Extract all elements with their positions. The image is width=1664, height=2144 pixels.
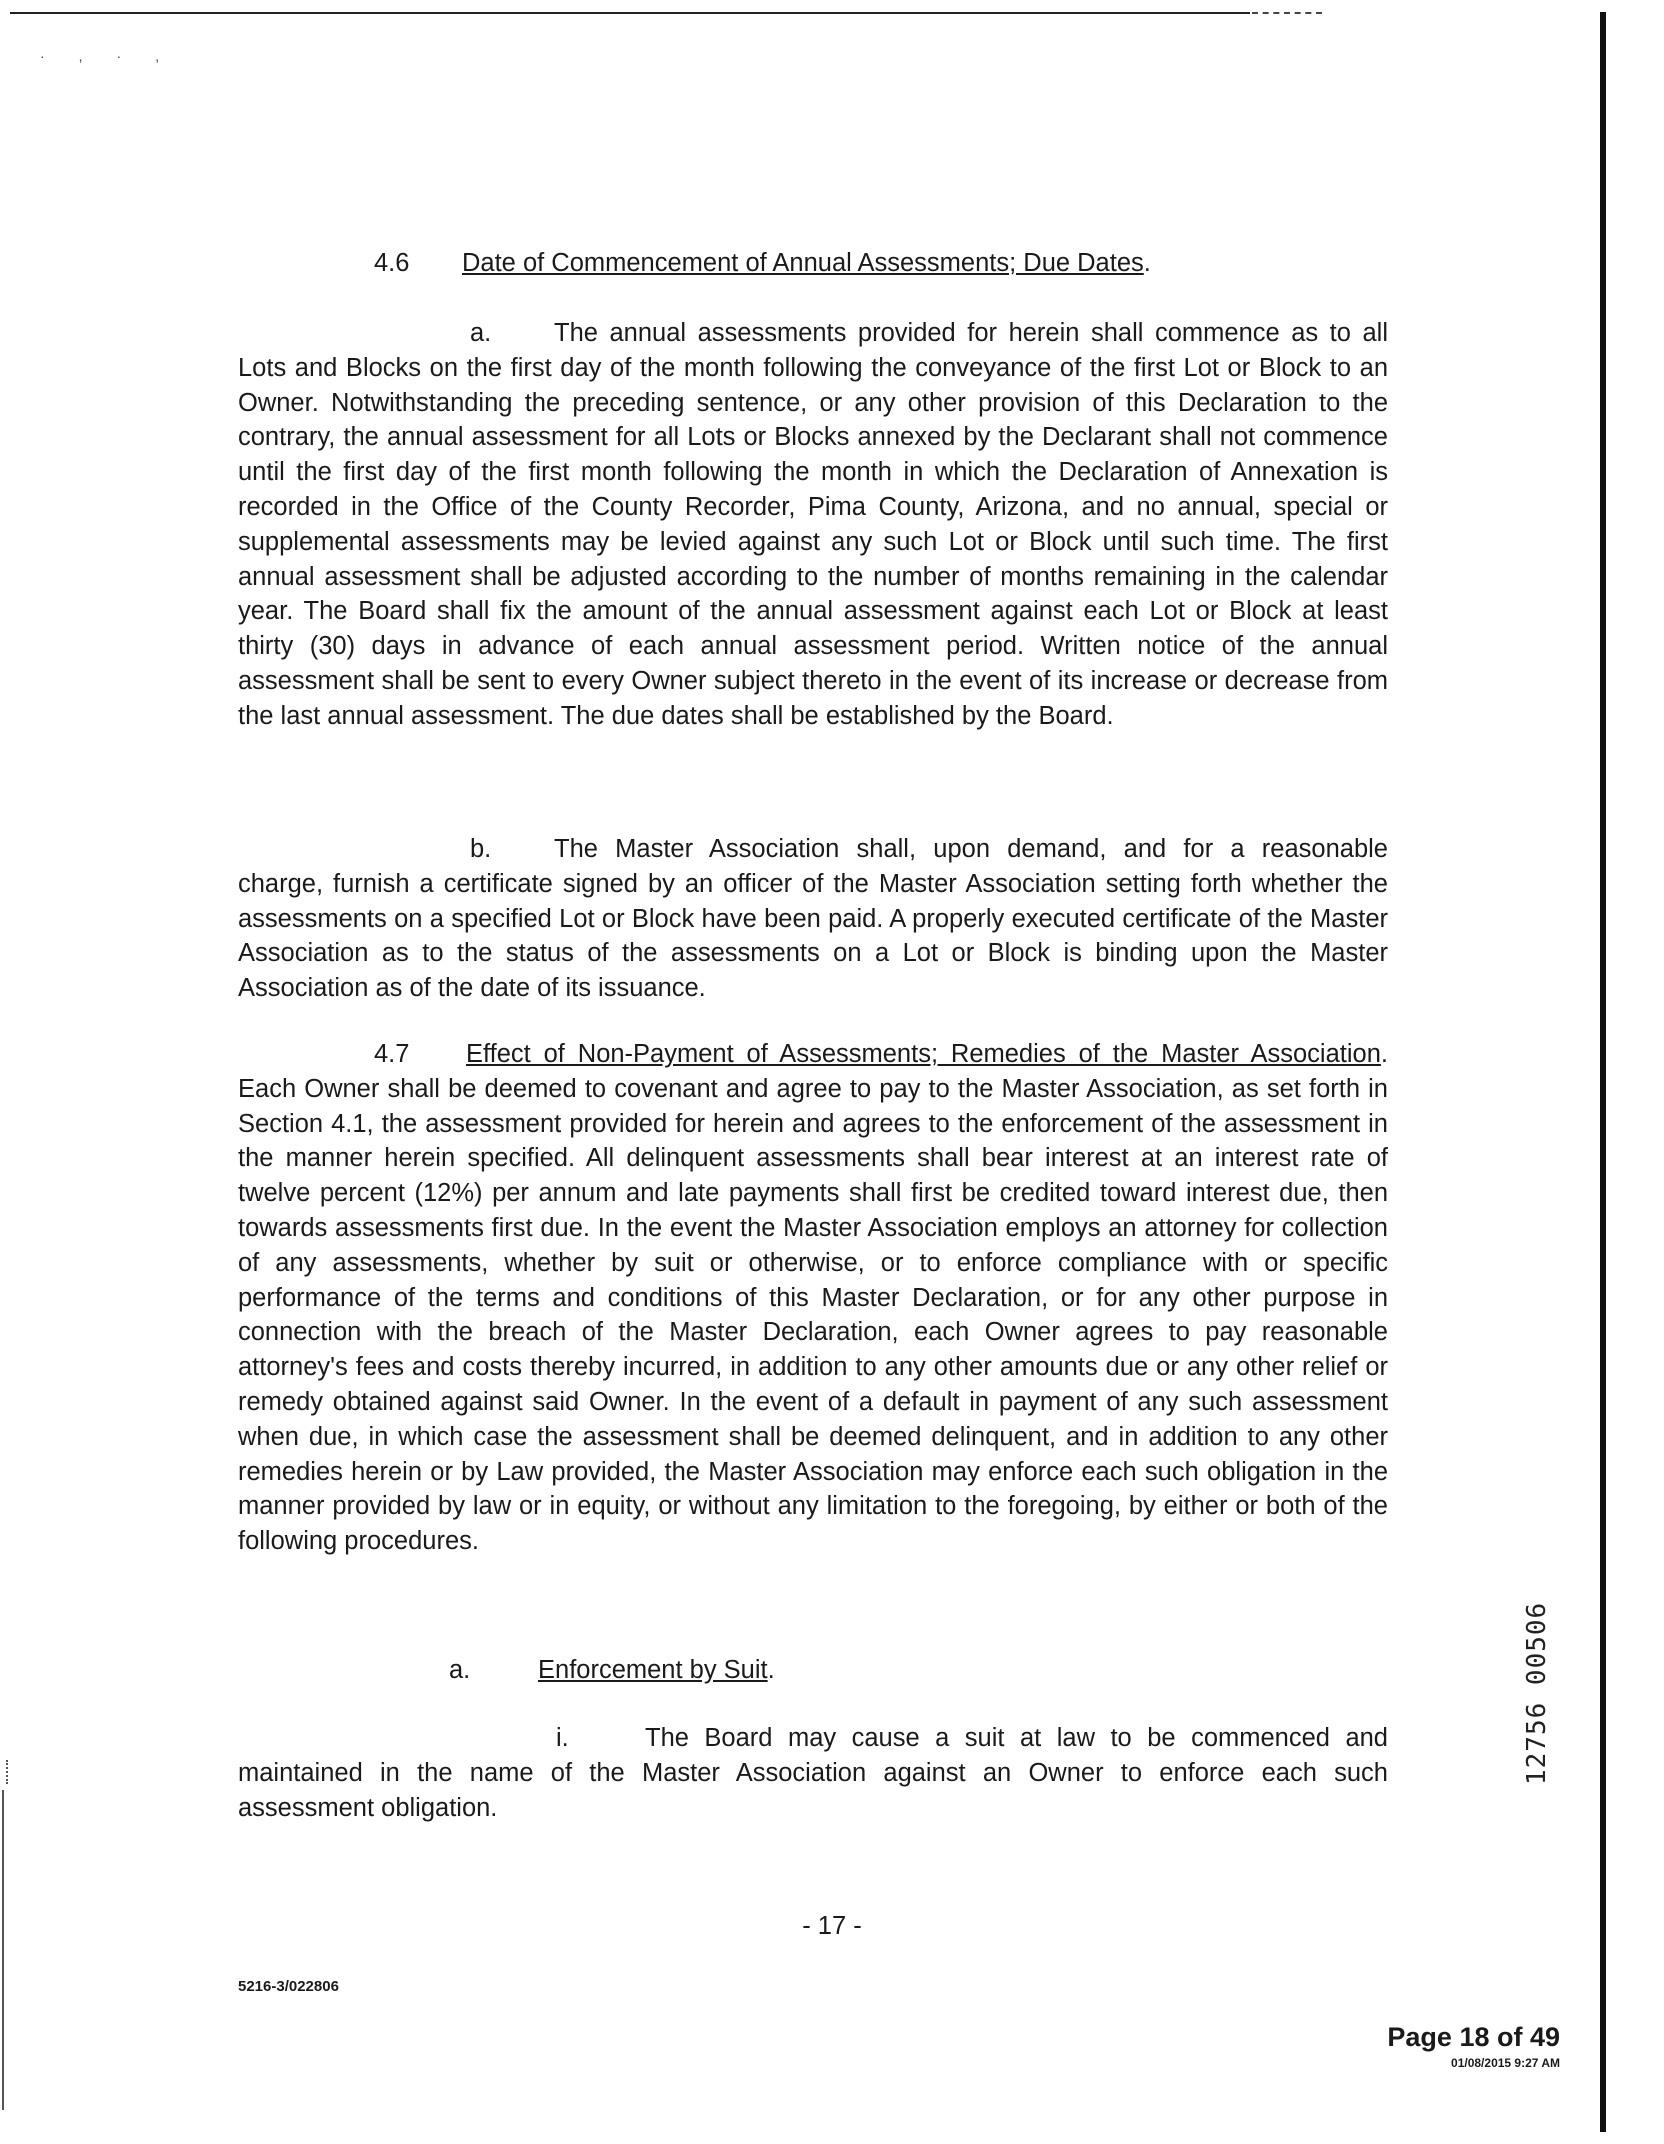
para-b-text: The Master Association shall, upon demand, and for a reasonable charge, furnish a certificate signed by an officer of the Master Association setting forth whether the assessments on a specified Lot or Block have been paid. A properly executed certificate of the Master Association as to the status of the assessments on a Lot or Block is binding upon the Master Association as of the date of its issuance. [238,835,1388,1003]
para-a-text: The annual assessments provided for herein shall commence as to all Lots and Blocks on the first day of the month following the conveyance of the first Lot or Block to an Owner. Notwithstanding the preceding sentence, or any other provision of this Declaration to the contrary, the annual assessment for all Lots or Blocks annexed by the Declarant shall not commence until the first day of the first month following the month in which the Declaration of Annexation is recorded in the Office of the County Recorder, Pima County, Arizona, and no annual, special or supplemental assessments may be levied against any such Lot or Block until such time. The first annual assessment shall be adjusted according to the number of months remaining in the calendar year. The Board shall fix the amount of the annual assessment against each Lot or Block at least thirty (30) days in advance of each annual assessment period. Written notice of the annual assessment shall be sent to every Owner subject thereto in the event of its increase or decrease from the last annual assessment. The due dates shall be established by the Board. [238,319,1388,730]
section-4-6-title: Date of Commencement of Annual Assessments; Due Dates [462,249,1144,277]
scan-edge-left [2,1790,4,2110]
section-4-6-number: 4.6 [374,249,410,277]
sub-i-text: The Board may cause a suit at law to be commenced and maintained in the name of the Master Association against an Owner to enforce each such assessment obligation. [238,1724,1388,1822]
sub-a-title: Enforcement by Suit [538,1656,768,1684]
section-4-7-sub-a [238,1653,1388,1688]
scan-edge-right [1600,12,1606,2132]
page-number: - 17 - [802,1912,862,1940]
section-4-7-text: . Each Owner shall be deemed to covenant and agree to pay to the Master Association, as set forth in Section 4.1, the assessment provided for herein and agrees to the enforcement of the assessment in the manner herein specified. All delinquent assessments shall bear interest at an interest rate of twelve percent (12%) per annum and late payments shall first be credited toward interest due, then towards assessments first due. In the event the Master Association employs an attorney for collection of any assessments, whether by suit or otherwise, or to enforce compliance with or specific performance of the terms and conditions of this Master Declaration, or for any other purpose in connection with the breach of the Master Declaration, each Owner agrees to pay reasonable attorney's fees and costs thereby incurred, in addition to any other amounts due or any other relief or remedy obtained against said Owner. In the event of a default in payment of any such assessment when due, in which case the assessment shall be deemed delinquent, and in addition to any other remedies herein or by Law provided, the Master Association may enforce each such obligation in the manner provided by law or in equity, or without any limitation to the foregoing, by either or both of the following procedures. [238,1040,1388,1556]
top-rule [10,12,1250,14]
page-of-total: Page 18 of 49 [1387,2022,1560,2052]
scan-specks: ·,·, [40,48,194,64]
recording-timestamp: 01/08/2015 9:27 AM [1451,2056,1560,2070]
section-4-6-para-b [238,832,1388,1006]
para-a-label: a. [470,319,492,347]
section-4-6-heading [238,246,1388,281]
recording-stamp: 12756 00506 [1522,1601,1552,1785]
section-4-6-title-suffix: . [1143,249,1151,277]
scan-mark-left [6,1760,10,1784]
section-4-7-sub-i [238,1721,1388,1825]
section-4-7-para [238,1037,1388,1559]
sub-i-label: i. [556,1724,569,1752]
sub-a-label: a. [449,1656,471,1684]
sub-a-suffix: . [767,1656,775,1684]
section-4-7-title: Effect of Non-Payment of Assessments; Remedies of the Master Association [466,1040,1381,1068]
para-b-label: b. [470,835,492,863]
section-4-6-para-a [238,316,1388,734]
section-4-7-number: 4.7 [374,1040,410,1068]
top-rule-dash [1252,12,1322,14]
document-code: 5216-3/022806 [238,1978,339,1995]
